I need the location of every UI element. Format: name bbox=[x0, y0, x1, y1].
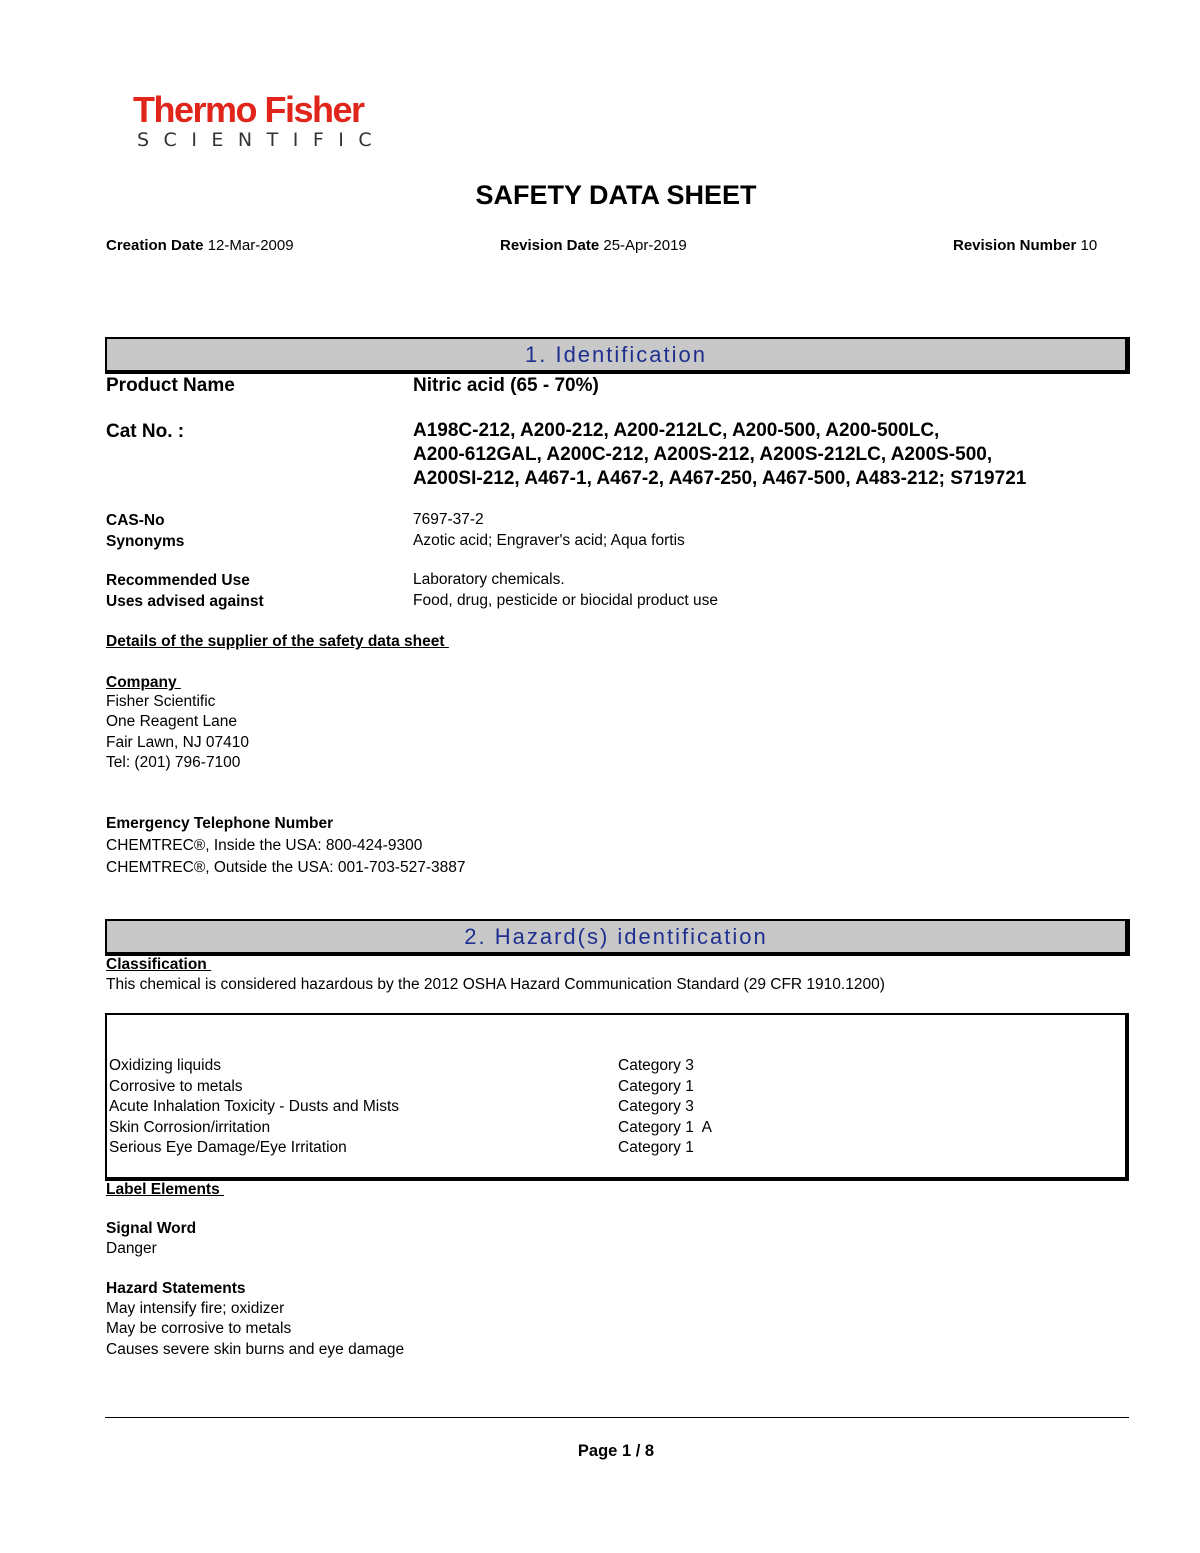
classification-hazard: Acute Inhalation Toxicity - Dusts and Mists bbox=[109, 1098, 400, 1115]
cat-no-line: A198C-212, A200-212, A200-212LC, A200-500, A200-500LC, bbox=[413, 420, 940, 441]
uses-advised-against-label: Uses advised against bbox=[106, 593, 264, 610]
cat-no-line: A200-612GAL, A200C-212, A200S-212, A200S-212LC, A200S-500, bbox=[413, 443, 993, 465]
cas-no-value: 7697-37-2 bbox=[413, 511, 484, 528]
company-line: Fisher Scientific bbox=[106, 693, 216, 710]
section-1-heading: 1. Identification bbox=[525, 342, 707, 367]
classification-category: Category 3 bbox=[618, 1057, 694, 1074]
revision-number bbox=[953, 238, 1097, 253]
company-header: Company bbox=[106, 674, 181, 691]
revision-date bbox=[500, 238, 687, 253]
uses-advised-against-value: Food, drug, pesticide or biocidal product use bbox=[413, 592, 719, 609]
classification-category: Category 1 bbox=[618, 1139, 694, 1156]
label-elements-header: Label Elements bbox=[106, 1181, 225, 1198]
recommended-use-label: Recommended Use bbox=[106, 572, 250, 589]
footer-divider bbox=[105, 1417, 1129, 1418]
section-1-header bbox=[105, 337, 1130, 374]
revision-number-label: Revision Number bbox=[953, 237, 1077, 254]
creation-date-label: Creation Date bbox=[106, 237, 204, 254]
signal-word-value: Danger bbox=[106, 1240, 157, 1257]
synonyms-value: Azotic acid; Engraver's acid; Aqua fortis bbox=[413, 532, 685, 549]
hazard-statements-label: Hazard Statements bbox=[106, 1280, 246, 1297]
classification-hazard: Oxidizing liquids bbox=[109, 1057, 221, 1074]
product-name-label: Product Name bbox=[106, 375, 235, 396]
company-line: Fair Lawn, NJ 07410 bbox=[106, 733, 250, 751]
company-logo-subtitle: SCIENTIFIC bbox=[137, 129, 387, 151]
recommended-use-value: Laboratory chemicals. bbox=[413, 571, 565, 588]
emergency-phone-lines bbox=[106, 835, 465, 879]
company-logo-wordmark: Thermo Fisher bbox=[133, 89, 364, 130]
cat-no-label: Cat No. : bbox=[106, 421, 185, 442]
classification-table bbox=[105, 1013, 1129, 1181]
revision-date-value: 25-Apr-2019 bbox=[603, 237, 687, 254]
hazard-statement: Causes severe skin burns and eye damage bbox=[106, 1340, 405, 1358]
company-address bbox=[106, 692, 249, 773]
classification-header: Classification bbox=[106, 956, 212, 973]
revision-number-value: 10 bbox=[1080, 237, 1098, 254]
classification-category: Category 3 bbox=[618, 1098, 694, 1115]
emergency-phone-header: Emergency Telephone Number bbox=[106, 815, 334, 832]
supplier-details-header: Details of the supplier of the safety data sheet bbox=[106, 633, 449, 650]
emergency-line: CHEMTREC®, Inside the USA: 800-424-9300 bbox=[106, 837, 423, 854]
classification-hazard: Serious Eye Damage/Eye Irritation bbox=[109, 1139, 347, 1156]
cat-no-line: A200SI-212, A467-1, A467-2, A467-250, A467-500, A483-212; S719721 bbox=[413, 467, 1027, 489]
page-number: Page 1 / 8 bbox=[577, 1442, 655, 1460]
cas-no-label: CAS-No bbox=[106, 512, 165, 529]
hazard-statement: May intensify fire; oxidizer bbox=[106, 1300, 285, 1317]
cat-no-values bbox=[413, 419, 1026, 491]
document-title: SAFETY DATA SHEET bbox=[475, 180, 757, 210]
classification-hazard: Skin Corrosion/irritation bbox=[109, 1119, 271, 1136]
section-2-header bbox=[105, 919, 1130, 956]
classification-hazard: Corrosive to metals bbox=[109, 1078, 243, 1095]
classification-category: Category 1 A bbox=[618, 1119, 712, 1136]
classification-text: This chemical is considered hazardous by the 2012 OSHA Hazard Communication Standard (29 CFR 1910.1200) bbox=[106, 976, 885, 993]
hazard-statements-list bbox=[106, 1299, 404, 1360]
synonyms-label: Synonyms bbox=[106, 533, 185, 550]
product-name-value: Nitric acid (65 - 70%) bbox=[413, 375, 599, 396]
classification-category: Category 1 bbox=[618, 1078, 694, 1095]
emergency-line: CHEMTREC®, Outside the USA: 001-703-527-3887 bbox=[106, 859, 466, 876]
company-line: One Reagent Lane bbox=[106, 713, 237, 731]
hazard-statement: May be corrosive to metals bbox=[106, 1320, 292, 1338]
revision-date-label: Revision Date bbox=[500, 237, 600, 254]
section-2-heading: 2. Hazard(s) identification bbox=[464, 924, 768, 949]
creation-date-value: 12-Mar-2009 bbox=[207, 237, 294, 254]
signal-word-label: Signal Word bbox=[106, 1220, 197, 1237]
company-line: Tel: (201) 796-7100 bbox=[106, 753, 241, 771]
creation-date bbox=[106, 238, 294, 253]
